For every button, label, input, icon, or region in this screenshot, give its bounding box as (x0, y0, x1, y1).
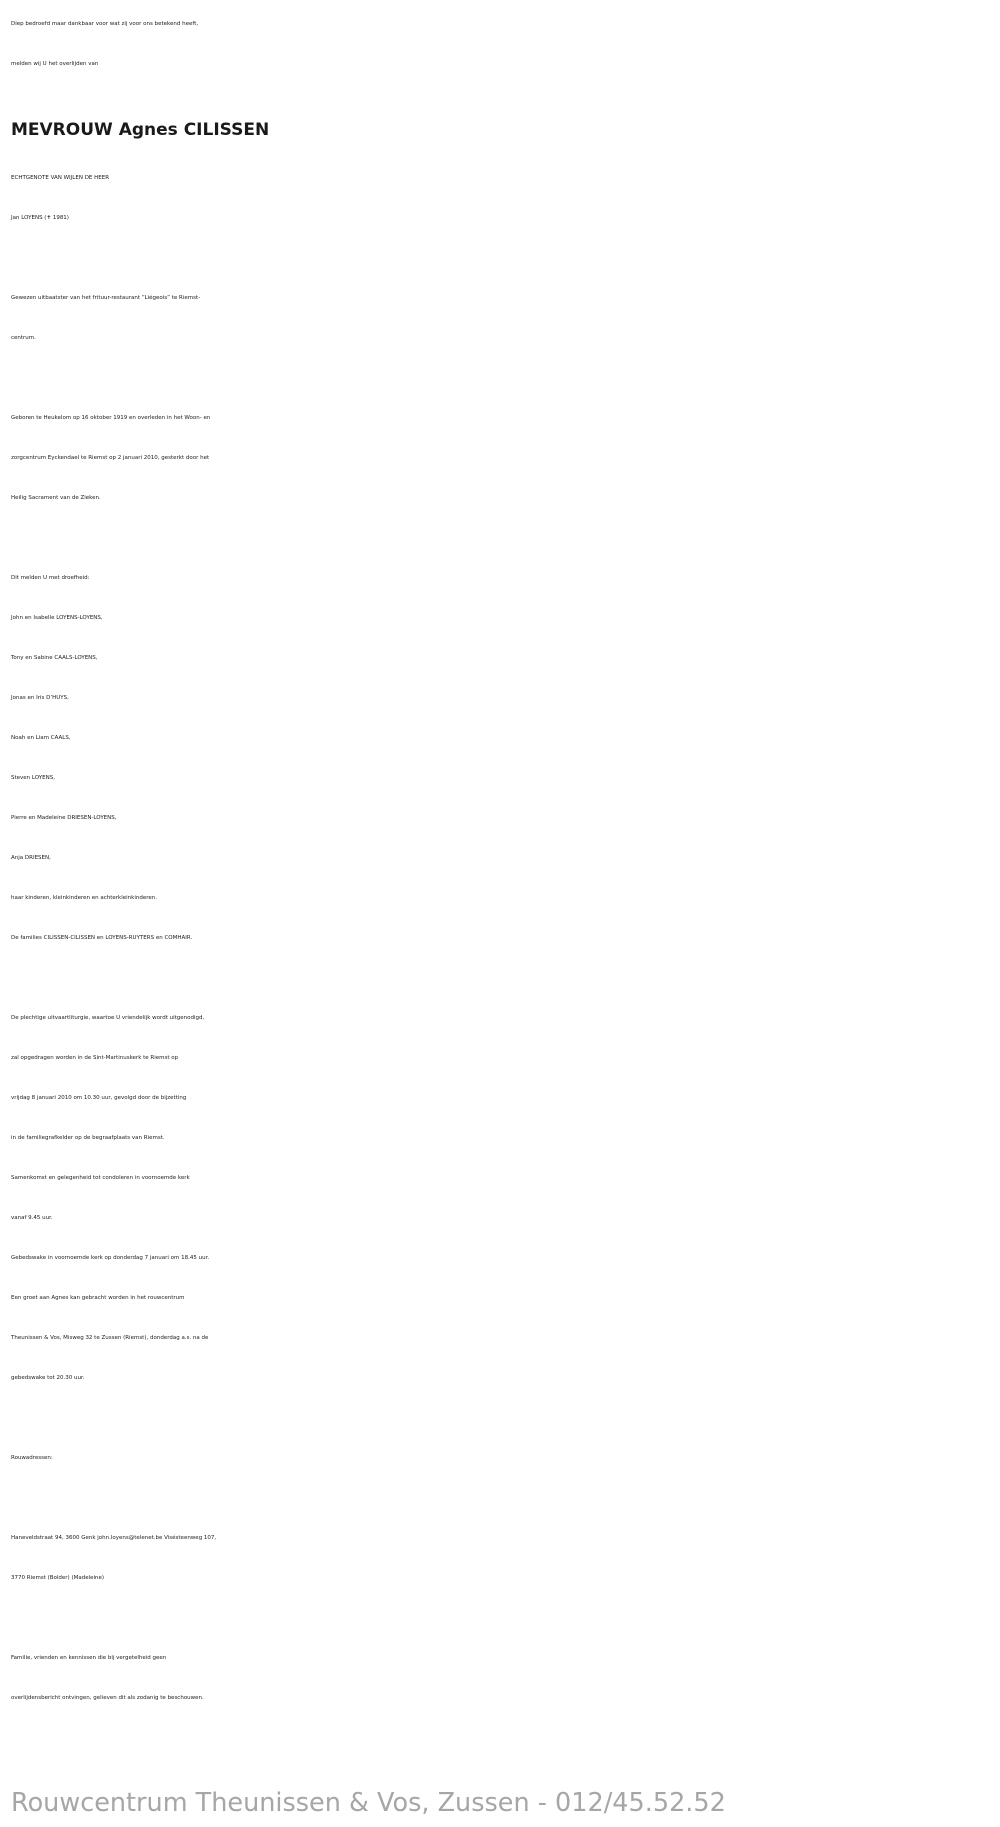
addresses-heading: Rouwadressen: (11, 1455, 53, 1461)
birth-death-line: zorgcentrum Eyckendael te Riemst op 2 januari 2010, gesterkt door het (11, 455, 210, 461)
birth-death-paragraph (11, 398, 996, 518)
deceased-name: MEVROUW Agnes CILISSEN (11, 120, 270, 140)
ceremony-line: Een groet aan Agnes kan gebracht worden in het rouwcentrum (11, 1295, 185, 1301)
closing-paragraph (11, 1638, 996, 1718)
mourners-heading: Dit melden U met droefheid: (11, 575, 90, 581)
intro-paragraph (11, 4, 996, 84)
ceremony-line: zal opgedragen worden in de Sint-Martinuskerk te Riemst op (11, 1055, 179, 1061)
ceremony-line: vanaf 9.45 uur. (11, 1215, 53, 1221)
ceremony-paragraph (11, 998, 996, 1398)
funeral-home-footer: Rouwcentrum Theunissen & Vos, Zussen - 012/45.52.52 (11, 1788, 726, 1818)
intro-line: melden wij U het overlijden van (11, 61, 99, 67)
occupation-line: Gewezen uitbaatster van het frituur-restaurant “Liégeois” te Riemst- (11, 295, 201, 301)
ceremony-line: vrijdag 8 januari 2010 om 10.30 uur, gevolgd door de bijzetting (11, 1095, 187, 1101)
ceremony-line: in de familiegrafkelder op de begraafplaats van Riemst. (11, 1135, 165, 1141)
spouse-info (11, 158, 996, 238)
ceremony-line: De plechtige uitvaartliturgie, waartoe U vriendelijk wordt uitgenodigd, (11, 1015, 205, 1021)
ceremony-line: Theunissen & Vos, Misweg 32 te Zussen (Riemst), donderdag a.s. na de (11, 1335, 209, 1341)
address-line: Haneveldstraat 94, 3600 Genk john.loyens@telenet.be Visésteenweg 107, (11, 1535, 217, 1541)
spouse-line: ECHTGENOTE VAN WIJLEN DE HEER (11, 175, 110, 181)
mourner-entry: Pierre en Madeleine DRIESEN-LOYENS, (11, 815, 117, 821)
mourner-entry: De families CILISSEN-CILISSEN en LOYENS-RUYTERS en COMHAIR. (11, 935, 193, 941)
mourner-entry: Anja DRIESEN, (11, 855, 51, 861)
mourner-entry: haar kinderen, kleinkinderen en achterkleinkinderen. (11, 895, 158, 901)
birth-death-line: Geboren te Heukelom op 16 oktober 1919 en overleden in het Woon- en (11, 415, 211, 421)
mourner-entry: Noah en Liam CAALS, (11, 735, 71, 741)
mourner-entry: Jonas en Iris D’HUYS, (11, 695, 69, 701)
mourner-entry: Tony en Sabine CAALS-LOYENS, (11, 655, 98, 661)
addresses-paragraph (11, 1518, 996, 1598)
mourner-entry: Steven LOYENS, (11, 775, 55, 781)
birth-death-line: Heilig Sacrament van de Zieken. (11, 495, 101, 501)
ceremony-line: gebedswake tot 20.30 uur. (11, 1375, 85, 1381)
ceremony-line: Gebedswake in voornoemde kerk op donderdag 7 januari om 18.45 uur. (11, 1255, 210, 1261)
closing-line: Familie, vrienden en kennissen die bij vergetelheid geen (11, 1655, 167, 1661)
closing-line: overlijdensbericht ontvingen, gelieven dit als zodanig te beschouwen. (11, 1695, 204, 1701)
occupation-paragraph (11, 278, 996, 358)
intro-line: Diep bedroefd maar dankbaar voor wat zij voor ons betekend heeft, (11, 21, 199, 27)
ceremony-line: Samenkomst en gelegenheid tot condoleren in voornoemde kerk (11, 1175, 190, 1181)
mourners-list (11, 558, 996, 958)
address-line: 3770 Riemst (Bolder) (Madeleine) (11, 1575, 105, 1581)
mourner-entry: John en Isabelle LOYENS-LOYENS, (11, 615, 103, 621)
obituary-notice (11, 4, 996, 1718)
spouse-line: Jan LOYENS (✝ 1981) (11, 215, 69, 221)
occupation-line: centrum. (11, 335, 36, 341)
